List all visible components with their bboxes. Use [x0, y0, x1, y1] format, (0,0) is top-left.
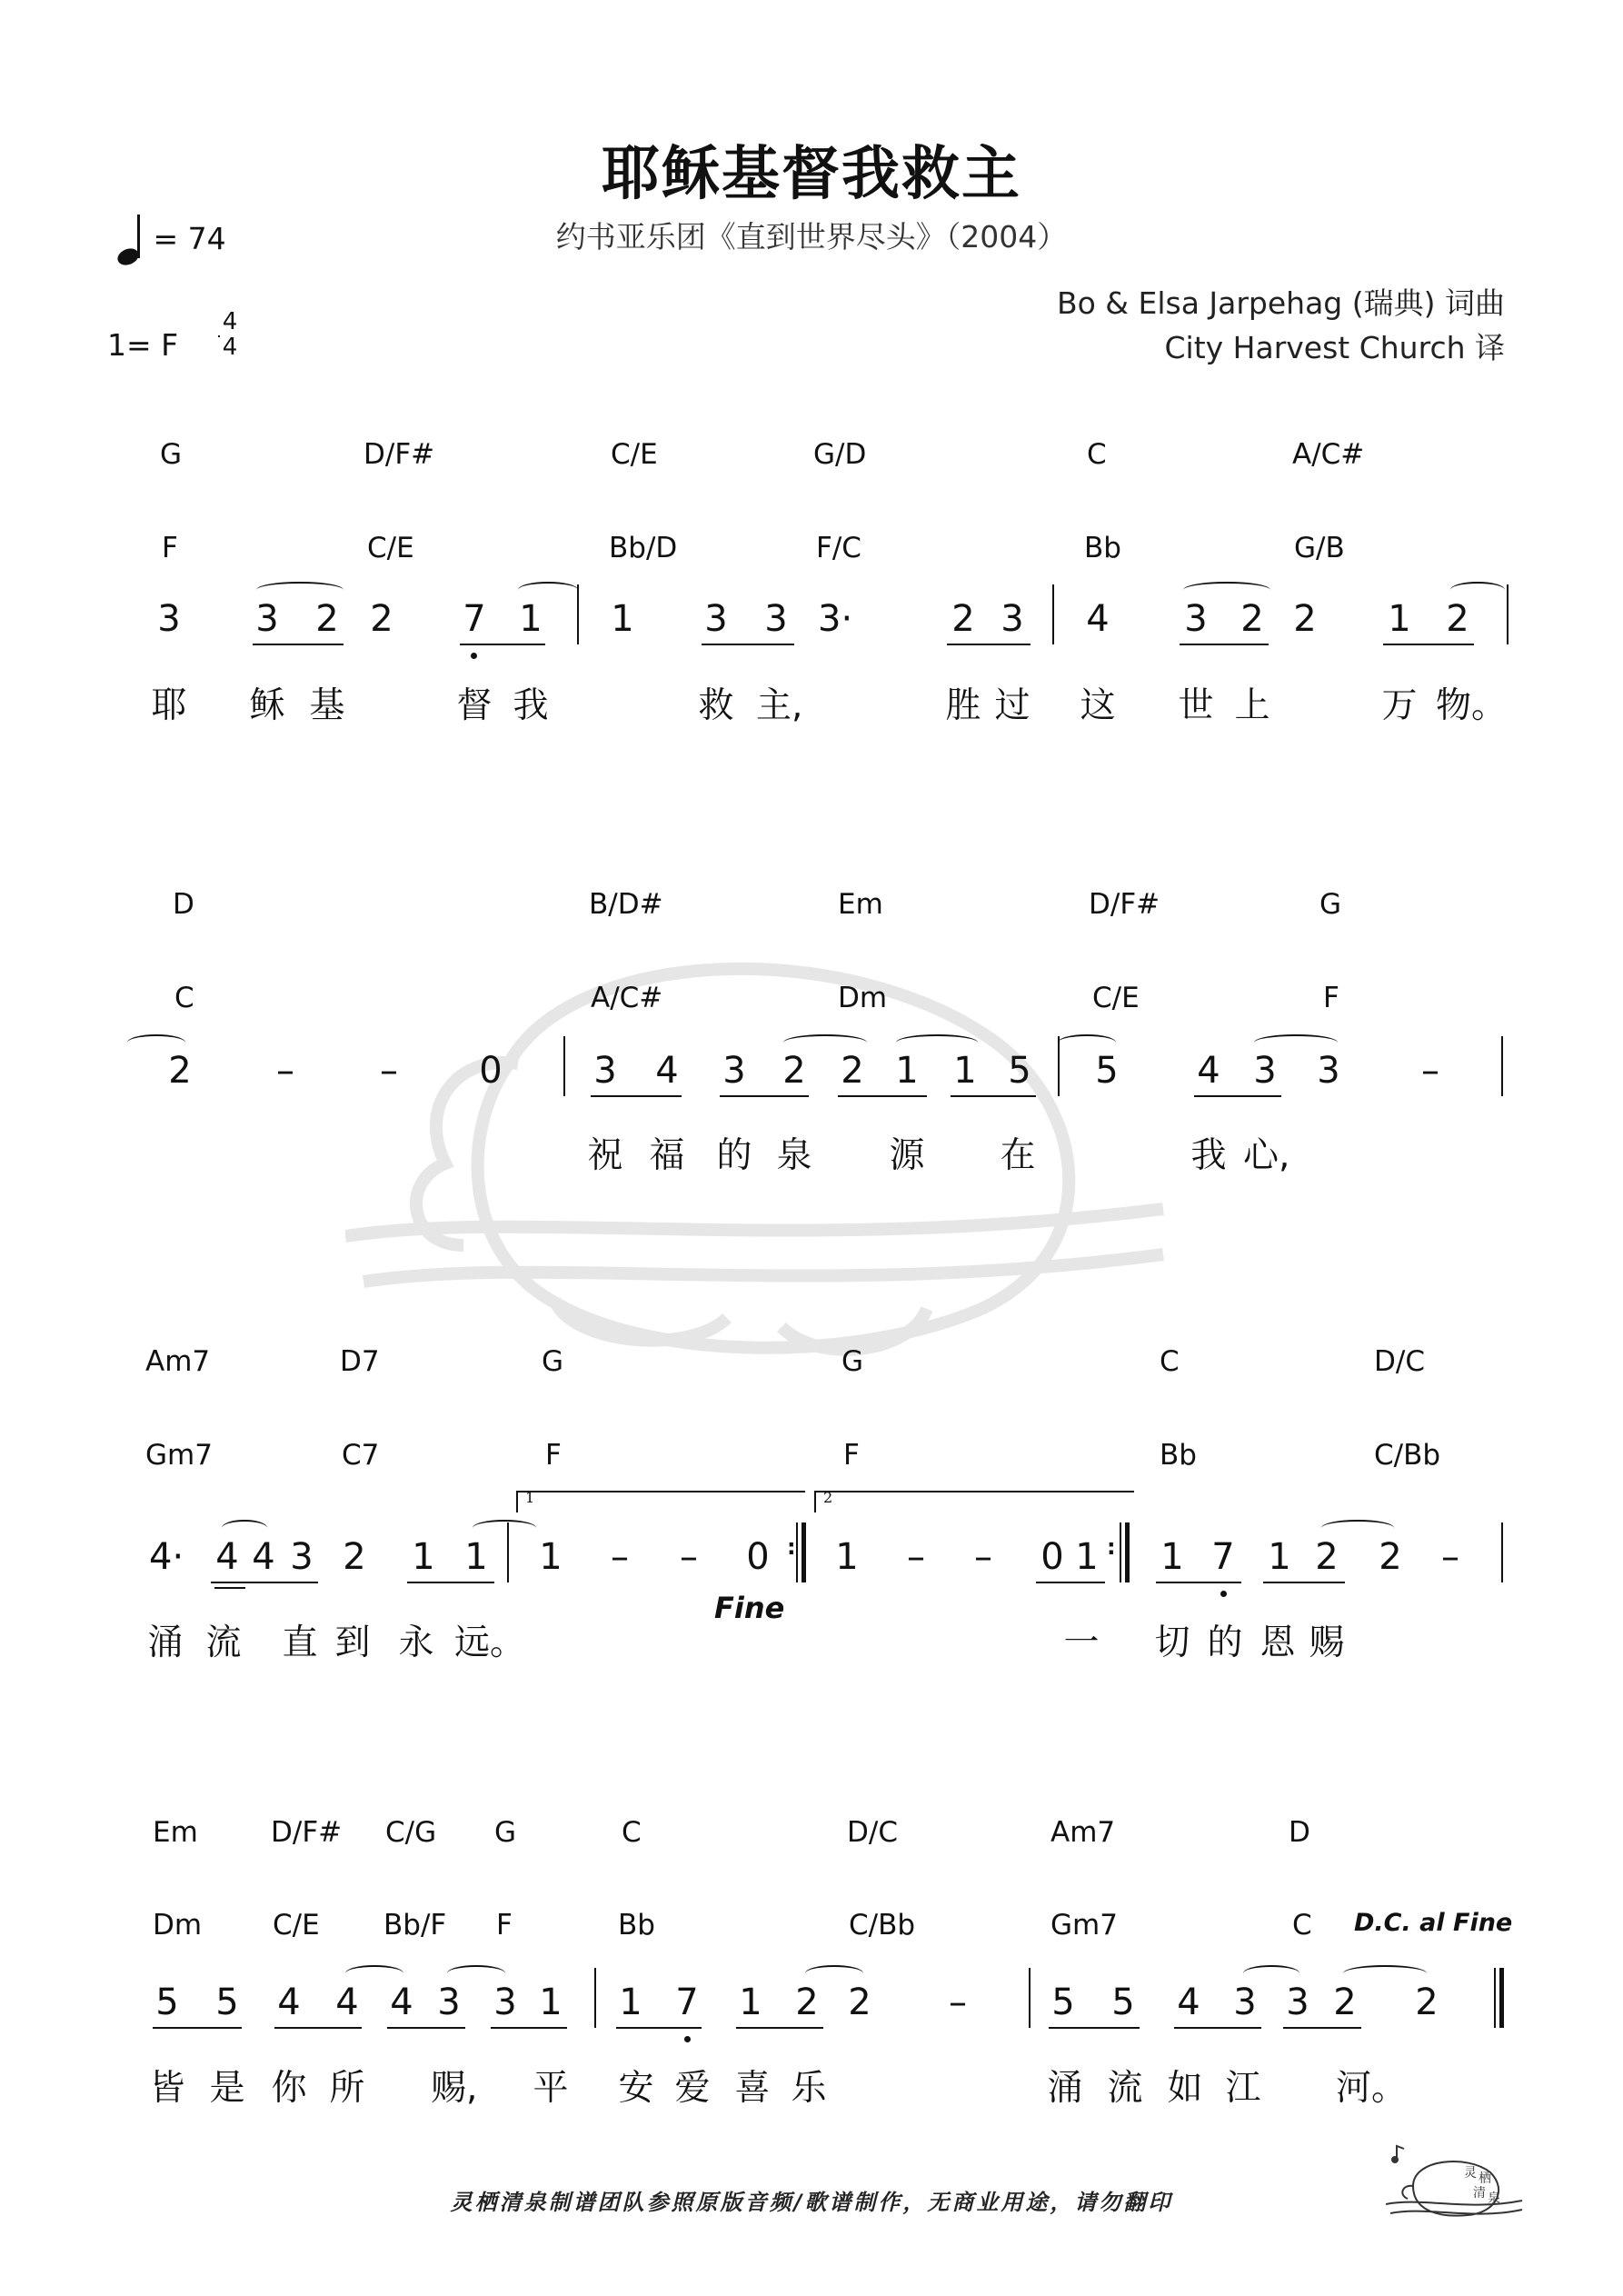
note: 1 [611, 598, 634, 640]
eighth-beam [1036, 1582, 1105, 1583]
note: 0 [1041, 1536, 1064, 1578]
note: 3 [704, 598, 728, 640]
lyric: 万 [1381, 685, 1418, 726]
chord-f: F [162, 532, 178, 564]
slur [345, 1965, 403, 1982]
note: 3 [1001, 598, 1024, 640]
slur [518, 582, 578, 598]
lyric: 世 [1178, 685, 1214, 726]
chord-g: A/C# [1292, 438, 1365, 471]
chord-f: F [843, 1439, 860, 1472]
chord-g: D/F# [1089, 888, 1160, 921]
eighth-beam [274, 2027, 362, 2029]
chord-g: Am7 [145, 1345, 211, 1378]
lyric: 到 [334, 1622, 371, 1663]
note: – [949, 1982, 967, 2023]
note: 1 [895, 1050, 919, 1092]
note: 5 [1008, 1050, 1031, 1092]
note: 2 [315, 598, 339, 640]
lyric: 切 [1154, 1622, 1190, 1663]
lyric: 稣 [249, 685, 285, 726]
eighth-beam [491, 2027, 567, 2029]
chord-f: Bb/F [383, 1909, 447, 1942]
lyric: 的 [716, 1135, 752, 1176]
note: 2 [370, 598, 393, 640]
lyric: 耶 [151, 685, 187, 726]
note: 3 [722, 1050, 746, 1092]
note: 7 [1211, 1536, 1235, 1578]
chord-g: B/D# [589, 888, 663, 921]
low-octave-dot [684, 2036, 691, 2042]
lyric: 福 [649, 1135, 685, 1176]
note: 2 [848, 1982, 871, 2023]
chord-f: C/E [367, 532, 414, 564]
time-sig-top: 4 [222, 308, 238, 335]
slur [1343, 1965, 1427, 1982]
slur [1058, 1034, 1116, 1051]
chord-f: Gm7 [145, 1439, 213, 1472]
note: – [680, 1536, 698, 1578]
note: 1 [619, 1982, 642, 2023]
note: 2 [1379, 1536, 1402, 1578]
note: 4 [1197, 1050, 1220, 1092]
barline [802, 1522, 806, 1582]
time-signature [216, 309, 244, 360]
chord-g: C [1087, 438, 1107, 471]
note: 1 [739, 1982, 762, 2023]
logo-char: 清 [1473, 2186, 1486, 2201]
eighth-beam [460, 644, 545, 645]
note: 3 [1233, 1982, 1257, 2023]
chord-f: C7 [342, 1439, 380, 1472]
eighth-beam [1156, 1582, 1241, 1583]
lyric: 心, [1243, 1135, 1290, 1176]
chord-g: C/G [385, 1816, 437, 1849]
chord-f: Gm7 [1050, 1909, 1118, 1942]
lyric: 江 [1225, 2068, 1261, 2109]
barline [1501, 1522, 1503, 1582]
lyric: 皆 [149, 2068, 185, 2109]
lyric: 基 [309, 685, 345, 726]
lyric: 救 [698, 685, 734, 726]
note: 2 [168, 1050, 192, 1092]
logo-char: 栖 [1479, 2171, 1491, 2186]
low-octave-dot [1220, 1591, 1227, 1597]
sixteenth-beam [214, 1587, 245, 1589]
note: 3 [255, 598, 279, 640]
eighth-beam [947, 644, 1031, 645]
chord-g: D/F# [363, 438, 435, 471]
slur [127, 1034, 185, 1051]
lyric: 你 [271, 2068, 307, 2109]
first-ending-bracket [516, 1491, 805, 1512]
chord-f: C [174, 982, 194, 1014]
eighth-beam [616, 2027, 702, 2029]
note: 5 [1111, 1982, 1135, 2023]
barline [507, 1522, 509, 1582]
chord-g: G [542, 1345, 564, 1378]
chord-g: Em [838, 888, 883, 921]
eighth-beam [387, 2027, 465, 2029]
note: 0 [746, 1536, 770, 1578]
note: 3 [1184, 598, 1208, 640]
barline [1125, 1522, 1130, 1582]
barline [594, 1968, 596, 2028]
note: 1 [835, 1536, 859, 1578]
note: 4 [1177, 1982, 1200, 2023]
logo-char: 泉 [1488, 2191, 1500, 2206]
slur [1450, 582, 1505, 598]
note: – [974, 1536, 992, 1578]
note: – [380, 1050, 398, 1092]
fine-marking: Fine [714, 1591, 785, 1625]
lyric: 上 [1234, 685, 1270, 726]
chord-f: Bb/D [609, 532, 678, 564]
chord-f: F/C [816, 532, 861, 564]
eighth-beam [407, 1582, 494, 1583]
eighth-beam [838, 1095, 927, 1097]
song-title: 耶稣基督我救主 [602, 141, 1021, 208]
chord-f: F [545, 1439, 562, 1472]
note: 3 [290, 1536, 314, 1578]
note: 3 [1317, 1050, 1340, 1092]
barline [1494, 1968, 1496, 2028]
barline [563, 1036, 565, 1096]
barline [1507, 584, 1508, 644]
note: 5 [155, 1982, 179, 2023]
barline [1029, 1968, 1031, 2028]
chord-f: Bb [1084, 532, 1121, 564]
note: 2 [1293, 598, 1317, 640]
eighth-beam [253, 644, 344, 645]
note: 1 [953, 1050, 977, 1092]
lyric: 乐 [791, 2068, 827, 2109]
note: 0 [479, 1050, 503, 1092]
note: 2 [782, 1050, 806, 1092]
lyric: 涌 [1047, 2068, 1083, 2109]
lyric: 平 [533, 2068, 569, 2109]
eighth-beam [1180, 644, 1269, 645]
lyric: 胜 [945, 685, 981, 726]
eighth-beam [211, 1582, 318, 1583]
lyric: 一 [1063, 1622, 1100, 1663]
second-ending-bracket [814, 1491, 1134, 1512]
chord-f: G/B [1294, 532, 1345, 564]
chord-f: A/C# [591, 982, 663, 1014]
song-subtitle: 约书亚乐团《直到世界尽头》（2004） [555, 219, 1068, 255]
chord-f: C/Bb [1374, 1439, 1441, 1472]
note: – [611, 1536, 629, 1578]
lyric: 源 [889, 1135, 925, 1176]
barline [1120, 1522, 1121, 1582]
lyric: 督 [456, 685, 493, 726]
chord-g: D/C [847, 1816, 898, 1849]
slur [896, 1034, 978, 1051]
lyric: 是 [209, 2068, 245, 2109]
note: 1 [539, 1536, 563, 1578]
note: 4 [252, 1536, 275, 1578]
note: – [1441, 1536, 1459, 1578]
lyric: 祝 [587, 1135, 623, 1176]
first-ending-number: 1 [525, 1489, 535, 1506]
slur [1321, 1520, 1394, 1536]
chord-g: G/D [813, 438, 867, 471]
note: 5 [1051, 1982, 1075, 2023]
note: – [1421, 1050, 1439, 1092]
lyric: 恩 [1260, 1622, 1296, 1663]
slur [1243, 1965, 1299, 1982]
lyric: 的 [1207, 1622, 1243, 1663]
chord-f: C/E [273, 1909, 320, 1942]
chord-g: D7 [340, 1345, 380, 1378]
note: 2 [951, 598, 975, 640]
chord-g: D/C [1374, 1345, 1425, 1378]
eighth-beam [153, 2027, 242, 2029]
lyric: 直 [282, 1622, 318, 1663]
lyric: 过 [994, 685, 1031, 726]
chord-f: Bb [618, 1909, 655, 1942]
note: 1 [1160, 1536, 1184, 1578]
note: 3 [764, 598, 788, 640]
note: 2 [1240, 598, 1264, 640]
note: 4 [215, 1536, 239, 1578]
eighth-beam [1174, 2027, 1261, 2029]
slur [783, 1034, 867, 1051]
note: 2 [1415, 1982, 1439, 2023]
chord-f: F [1323, 982, 1339, 1014]
lyric: 我 [1190, 1135, 1227, 1176]
lyric: 主, [756, 685, 803, 726]
note: 2 [795, 1982, 819, 2023]
lyric: 流 [1107, 2068, 1143, 2109]
lyric: 这 [1080, 685, 1116, 726]
quarter-note-icon [116, 215, 144, 269]
chord-g: D/F# [271, 1816, 343, 1849]
chord-g: G [841, 1345, 864, 1378]
chord-g: G [1319, 888, 1342, 921]
lyric: 赐 [1309, 1622, 1345, 1663]
eighth-beam [591, 1095, 682, 1097]
lyric: 永 [398, 1622, 434, 1663]
tempo-marking [116, 215, 226, 269]
chord-g: C/E [611, 438, 658, 471]
copyright-footer: 灵栖清泉制谱团队参照原版音频/歌谱制作，无商业用途，请勿翻印 [450, 2190, 1173, 2215]
note: 1 [412, 1536, 435, 1578]
slur [805, 1965, 863, 1982]
lyric: 物。 [1436, 685, 1508, 726]
chord-g: C [622, 1816, 642, 1849]
note: 3 [493, 1982, 517, 2023]
eighth-beam [1383, 644, 1474, 645]
lyric: 在 [1000, 1135, 1036, 1176]
chord-f: C [1292, 1909, 1312, 1942]
composer-credit: Bo & Elsa Jarpehag (瑞典) 词曲 [1056, 285, 1505, 321]
note: 7 [675, 1982, 699, 2023]
lyric: 所 [329, 2068, 365, 2109]
slur [1183, 582, 1270, 598]
eighth-beam [951, 1095, 1036, 1097]
chord-g: G [494, 1816, 517, 1849]
eighth-beam [1049, 2027, 1140, 2029]
second-ending-number: 2 [823, 1489, 833, 1506]
lyric: 远。 [454, 1622, 526, 1663]
chord-f: F [496, 1909, 513, 1942]
chord-f: C/E [1092, 982, 1140, 1014]
slur [1254, 1034, 1338, 1051]
lyric: 喜 [734, 2068, 771, 2109]
lyric: 如 [1167, 2068, 1203, 2109]
slur [473, 1520, 536, 1536]
chord-g: C [1160, 1345, 1180, 1378]
eighth-beam [720, 1095, 809, 1097]
slur [222, 1520, 267, 1536]
chord-g: G [160, 438, 183, 471]
slur [256, 582, 344, 598]
note: 3 [157, 598, 181, 640]
chord-g: Am7 [1050, 1816, 1116, 1849]
chord-f: Dm [153, 1909, 203, 1942]
lyric: 流 [205, 1622, 242, 1663]
chord-g: D [1289, 1816, 1310, 1849]
eighth-beam [1194, 1095, 1281, 1097]
chord-f: C/Bb [849, 1909, 916, 1942]
lyric: 河。 [1336, 2068, 1408, 2109]
note: 2 [1315, 1536, 1339, 1578]
note: 1 [464, 1536, 488, 1578]
eighth-beam [1283, 2027, 1361, 2029]
time-sig-bottom: 4 [222, 334, 238, 361]
note: 2 [343, 1536, 366, 1578]
note: 4 [335, 1982, 359, 2023]
note: 3 [593, 1050, 617, 1092]
repeat-end-dots: : [1107, 1534, 1116, 1560]
note: 3· [818, 598, 853, 640]
barline [1058, 1036, 1060, 1096]
note: 4· [149, 1536, 184, 1578]
lyric: 爱 [674, 2068, 711, 2109]
note: 4 [390, 1982, 413, 2023]
slur [447, 1965, 505, 1982]
lyric: 泉 [776, 1135, 812, 1176]
repeat-end-dots: : [787, 1534, 796, 1560]
eighth-beam [702, 644, 794, 645]
barline [796, 1522, 798, 1582]
note: 2 [841, 1050, 864, 1092]
note: 3 [437, 1982, 461, 2023]
chord-f: Bb [1160, 1439, 1197, 1472]
barline [577, 584, 579, 644]
eighth-beam [1263, 1582, 1345, 1583]
logo-char: 灵 [1464, 2166, 1477, 2181]
note: – [907, 1536, 925, 1578]
chord-g: Em [153, 1816, 198, 1849]
note: 7 [463, 598, 486, 640]
barline [1501, 1036, 1503, 1096]
note: 5 [1095, 1050, 1119, 1092]
chord-g: D [173, 888, 194, 921]
low-octave-dot [471, 653, 477, 659]
note: 4 [655, 1050, 679, 1092]
sheep-logo-icon [1386, 2141, 1531, 2231]
lyric: 我 [513, 685, 549, 726]
tempo-value: = 74 [153, 221, 226, 256]
lyric: 涌 [147, 1622, 184, 1663]
note: 1 [1075, 1536, 1099, 1578]
barline [1052, 584, 1054, 644]
note: 3 [1286, 1982, 1309, 2023]
note: 4 [1086, 598, 1110, 640]
note: 2 [1333, 1982, 1357, 2023]
chord-f: Dm [838, 982, 888, 1014]
note: 1 [1388, 598, 1411, 640]
note: 4 [277, 1982, 301, 2023]
translator-credit: City Harvest Church 译 [1164, 330, 1505, 365]
note: 3 [1253, 1050, 1277, 1092]
note: 1 [519, 598, 543, 640]
dc-al-fine-marking: D.C. al Fine [1354, 1909, 1513, 1937]
barline [1499, 1968, 1504, 2028]
note: 2 [1446, 598, 1469, 640]
note: 1 [1268, 1536, 1291, 1578]
lyric: 安 [618, 2068, 654, 2109]
key-signature: 1= F [107, 327, 179, 363]
lyric: 赐, [431, 2068, 478, 2109]
eighth-beam [736, 2027, 823, 2029]
note: 1 [539, 1982, 563, 2023]
note: – [276, 1050, 294, 1092]
note: 5 [215, 1982, 239, 2023]
